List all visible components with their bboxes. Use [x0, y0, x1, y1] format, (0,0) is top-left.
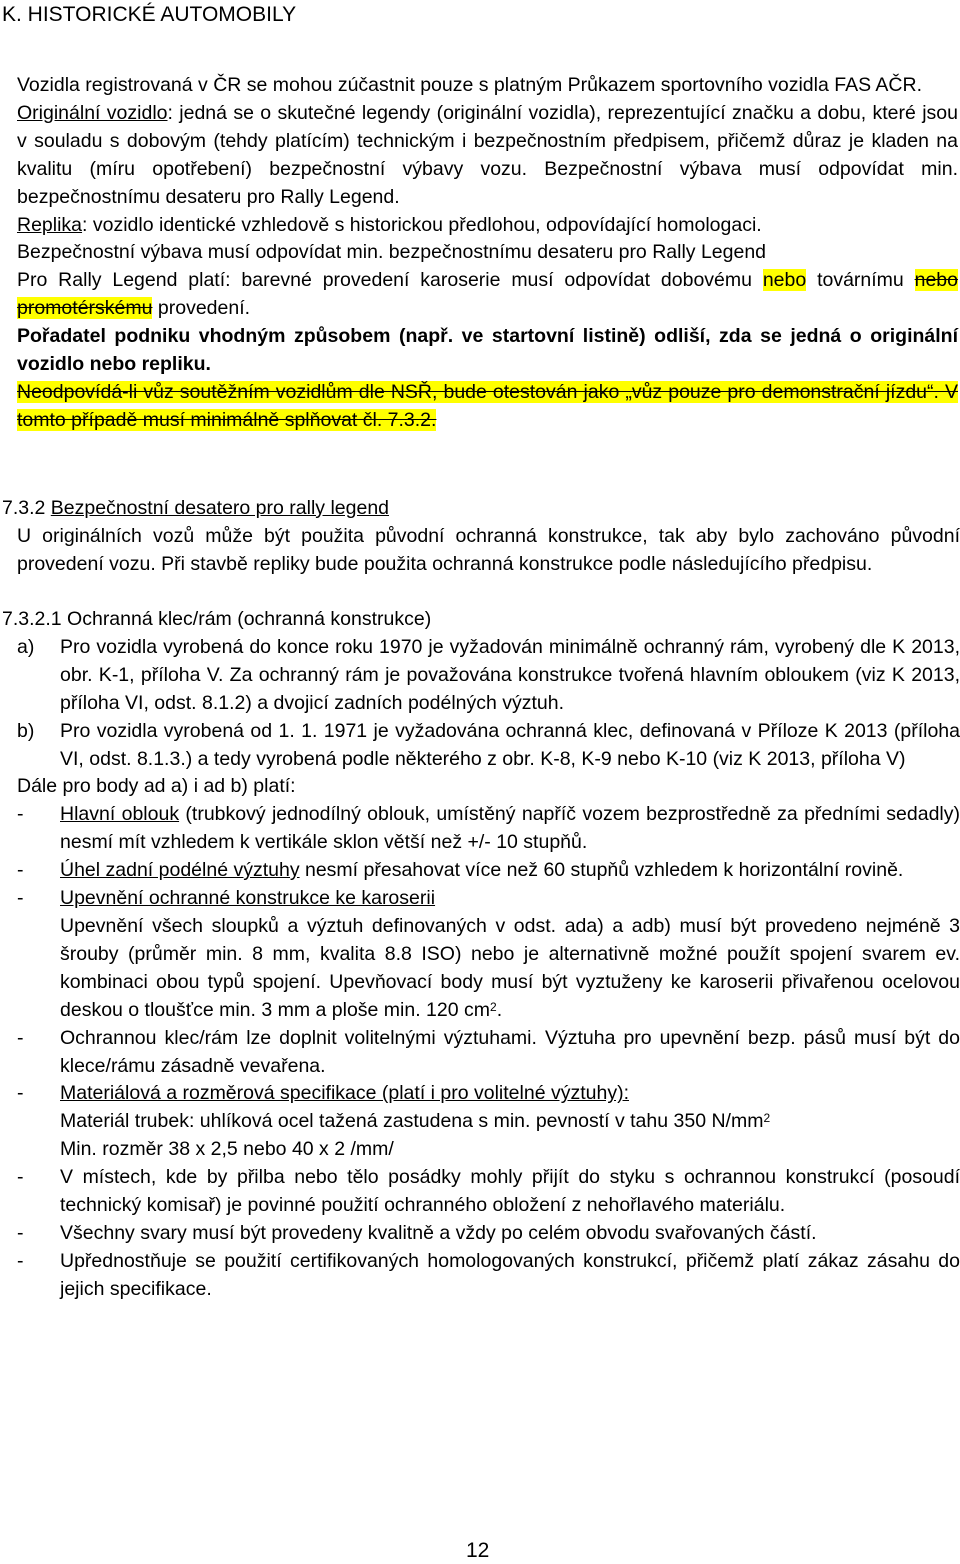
section-title: Bezpečnostní desatero pro rally legend — [50, 497, 390, 519]
item-a-marker: a) — [17, 635, 35, 658]
struck-promoter-text: nebo promotérskému — [17, 269, 958, 320]
list-item-mounting — [17, 885, 960, 1025]
dash-marker: - — [17, 1221, 24, 1244]
item-a — [17, 634, 960, 718]
replica-text: : vozidlo identické vzhledově s historickou předlohou, odpovídající homologaci. — [82, 213, 762, 236]
execution-text: provedení. — [157, 297, 251, 320]
material-text: Materiál trubek: uhlíková ocel tažená zastudena s min. pevností v tahu 350 N/mm — [60, 1110, 764, 1133]
dimension-line: Min. rozměr 38 x 2,5 nebo 40 x 2 /mm/ — [60, 1138, 394, 1161]
intro-paragraph: Vozidla registrovaná v ČR se mohou zúčastnit pouze s platným Průkazem sportovního vozidla FAS AČR. — [17, 74, 923, 96]
section-7-3-2-text: U originálních vozů může být použita původní ochranná konstrukce, tak aby bylo zachováno původní provedení vozu. Při stavbě repliky bude použita ochranná konstrukce podle následujícího předpisu. — [17, 524, 960, 575]
optional-braces-text: Ochrannou klec/rám lze doplnit volitelnými výztuhami. Výztuha pro upevnění bezp. pásů musí být do klece/rámu zásadně vevařena. — [60, 1026, 960, 1077]
dash-marker: - — [17, 803, 24, 826]
rear-stay-label: Úhel zadní podélné výztuhy — [60, 859, 300, 882]
highlight-nebo: nebo — [762, 269, 807, 292]
material-line — [60, 1108, 960, 1136]
section-number: 7.3.2 — [2, 497, 46, 519]
dash-marker: - — [17, 887, 24, 910]
original-vehicle-text: : jedná se o skutečné legendy (originální vozidla), reprezentující značku a dobu, které jsou v souladu s dobovým (tehdy platícím) technickým i bezpečnostním předpisem, přičemž důraz je kladen na kvalitu (míru opotřebení) bezpečnostní výbavy vozu. Bezpečnostní výbava musí odpovídat min. bezpečnostnímu desateru pro Rally Legend. — [17, 101, 958, 208]
item-a-text: Pro vozidla vyrobená do konce roku 1970 je vyžadován minimálně ochranný rám, vyrobený dle K 2013, obr. K-1, příloha V. Za ochranný rám je považována konstrukce tvořená hlavním obloukem (viz K 2013, příloha VI, odst. 8.1.2) a dvojicí zadních podélných výztuh. — [60, 635, 960, 714]
demo-drive-note — [17, 379, 958, 435]
dash-marker: - — [17, 859, 24, 882]
item-b — [17, 718, 960, 774]
list-item-welds — [17, 1220, 960, 1248]
replica-label: Replika — [17, 213, 83, 236]
main-hoop-label: Hlavní oblouk — [60, 803, 180, 826]
original-vehicle-label: Originální vozidlo — [17, 101, 168, 124]
list-item-main-hoop — [17, 801, 960, 857]
mounting-text — [60, 913, 960, 1025]
superscript: 2 — [763, 1111, 771, 1126]
item-b-marker: b) — [17, 719, 35, 742]
certified-text: Upřednostňuje se použití certifikovaných homologovaných konstrukcí, přičemž platí zákaz zásahu do jejich specifikace. — [60, 1249, 960, 1300]
superscript: 2 — [490, 999, 497, 1014]
organizer-bold-note: Pořadatel podniku vhodným způsobem (např. ve startovní listině) odliší, zda se jedná o originální vozidlo nebo repliku. — [17, 325, 958, 376]
list-item-material-spec — [17, 1080, 960, 1164]
intro-block — [17, 72, 958, 435]
material-spec-label: Materiálová a rozměrová specifikace (platí i pro volitelné výztuhy): — [60, 1082, 629, 1105]
list-item-rear-stay — [17, 857, 960, 885]
safety-equipment-line: Bezpečnostní výbava musí odpovídat min. bezpečnostnímu desateru pro Rally Legend — [17, 241, 767, 264]
mounting-body: Upevnění všech sloupků a výztuh definovaných v odst. ada) a adb) musí být provedeno nejméně 3 šrouby (průměr min. 8 mm, kvalita 8.8 ISO) nebo je alternativně možné použít spojení svarem ev. kombinaci obou typů spojení. Upevňovací body musí být vyztuženy ke karoserii přivařenou ocelovou deskou o tloušťce min. 3 mm a ploše min. 120 cm — [60, 914, 960, 1021]
applies-line: Dále pro body ad a) i ad b) platí: — [17, 775, 296, 798]
page-number: 12 — [466, 1539, 490, 1562]
original-vehicle-paragraph — [17, 100, 958, 212]
section-7-3-2-1-heading: 7.3.2.1 Ochranná klec/rám (ochranná konstrukce) — [2, 608, 432, 630]
factory-text: továrnímu — [817, 269, 904, 292]
list-item-optional-braces — [17, 1025, 960, 1081]
mounting-label: Upevnění ochranné konstrukce ke karoserii — [60, 887, 436, 910]
section-heading: K. HISTORICKÉ AUTOMOBILY — [2, 3, 297, 26]
color-text: Pro Rally Legend platí: barevné provedení karoserie musí odpovídat dobovému — [17, 269, 752, 292]
dash-marker: - — [17, 1082, 24, 1105]
dash-marker: - — [17, 1166, 24, 1189]
replica-paragraph — [17, 212, 958, 240]
rear-stay-text: nesmí přesahovat více než 60 stupňů vzhledem k horizontální rovině. — [299, 859, 904, 882]
list-item-padding — [17, 1164, 960, 1220]
section-7-3-2-1 — [2, 606, 960, 1304]
period: . — [496, 998, 503, 1021]
list-item-certified — [17, 1248, 960, 1304]
section-7-3-2-heading — [2, 495, 960, 523]
item-b-text: Pro vozidla vyrobená od 1. 1. 1971 je vyžadována ochranná klec, definovaná v Příloze K 2013 (příloha VI, odst. 8.1.3.) a tedy vyrobená podle některého z obr. K-8, K-9 nebo K-10 (viz K 2013, příloha V) — [60, 719, 960, 770]
struck-demo-text: Neodpovídá-li vůz soutěžním vozidlům dle NSŘ, bude otestován jako „vůz pouze pro demonstrační jízdu“. V tomto případě musí minimálně splňovat čl. 7.3.2. — [17, 380, 958, 431]
welds-text: Všechny svary musí být provedeny kvalitně a vždy po celém obvodu svařovaných částí. — [60, 1221, 817, 1244]
main-hoop-text: (trubkový jednodílný oblouk, umístěný napříč vozem bezprostředně za předními sedadly) nesmí mít vzhledem k vertikále sklon větší než +/- 10 stupňů. — [60, 803, 960, 854]
color-paragraph — [17, 267, 958, 323]
padding-text: V místech, kde by přilba nebo tělo posádky mohly přijít do styku s ochrannou konstrukcí (posoudí technický komisař) je povinné použití ochranného obložení z nehořlavého materiálu. — [60, 1166, 960, 1217]
section-7-3-2 — [2, 495, 960, 579]
dash-marker: - — [17, 1026, 24, 1049]
dash-marker: - — [17, 1249, 24, 1272]
